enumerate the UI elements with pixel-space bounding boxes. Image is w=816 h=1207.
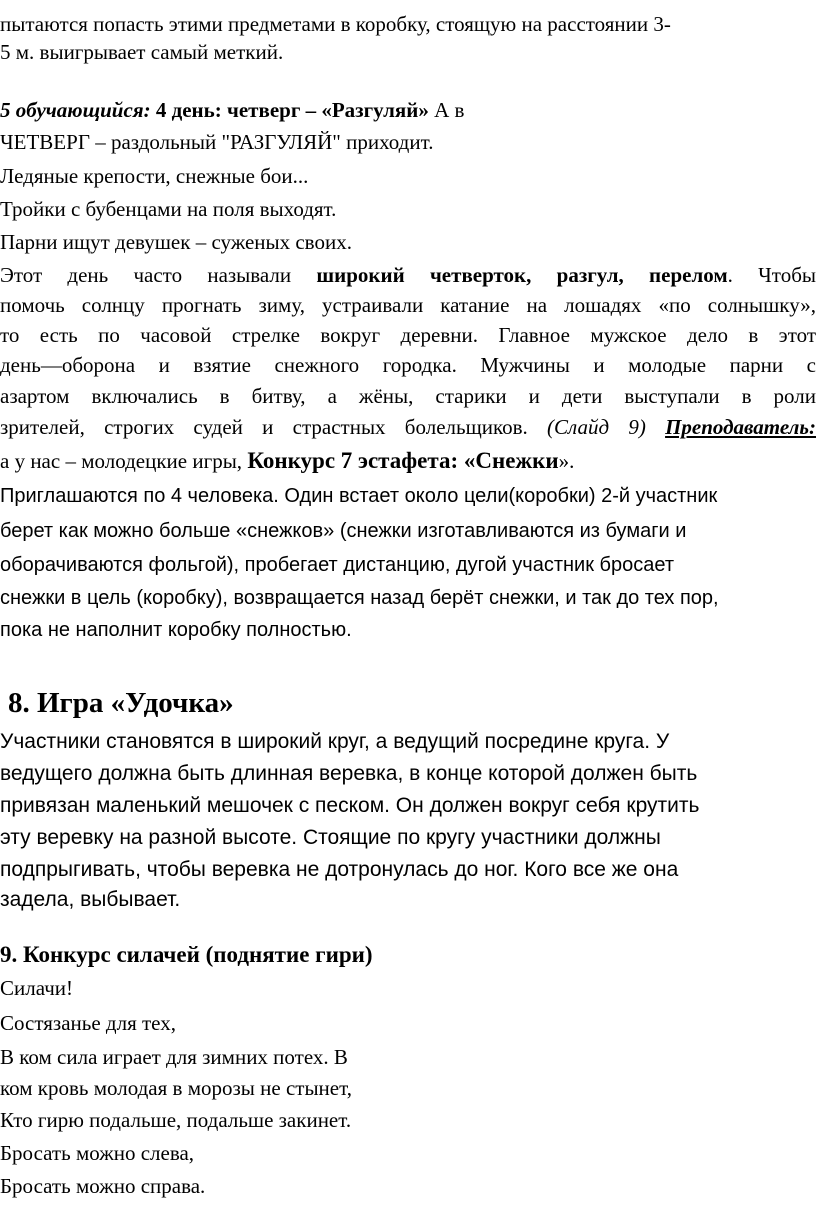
speaker-label: 5 обучающийся: xyxy=(0,98,151,122)
teacher-label: Преподаватель: xyxy=(665,415,816,439)
section-heading-8: 8. Игра «Удочка» xyxy=(8,687,234,719)
game9-poem-line: Бросать можно справа. xyxy=(0,1174,206,1198)
game9-poem-line: Кто гирю подальше, подальше закинет. xyxy=(0,1108,352,1132)
game9-poem-line: Состязанье для тех, xyxy=(0,1011,176,1035)
intro-line-1: пытаются попасть этими предметами в коробку, стоящую на расстоянии 3- xyxy=(0,12,671,36)
paragraph-line: Этот день часто называли широкий четверток, разгул, перелом. Чтобы xyxy=(0,263,816,287)
paragraph-line: зрителей, строгих судей и страстных болельщиков. (Слайд 9) Преподаватель: xyxy=(0,415,816,439)
paragraph-line: азартом включались в битву, а жёны, старики и дети выступали в роли xyxy=(0,384,816,408)
game8-line: привязан маленький мешочек с песком. Он должен вокруг себя крутить xyxy=(0,794,700,817)
bold-phrase: широкий четверток, разгул, перелом xyxy=(316,263,728,287)
game8-line: Участники становятся в широкий круг, а ведущий посредине круга. У xyxy=(0,730,670,753)
contest-title: Конкурс 7 эстафета: «Снежки xyxy=(247,448,559,473)
game9-poem-line: В ком сила играет для зимних потех. В xyxy=(0,1045,348,1069)
poem-line: Тройки с бубенцами на поля выходят. xyxy=(0,197,337,221)
game8-line: эту веревку на разной высоте. Стоящие по кругу участники должны xyxy=(0,826,661,849)
intro-line-2: 5 м. выигрывает самый меткий. xyxy=(0,40,284,64)
paragraph-line: день—оборона и взятие снежного городка. Мужчины и молодые парни с xyxy=(0,353,816,377)
game8-line: задела, выбывает. xyxy=(0,888,181,911)
paragraph-line: то есть по часовой стрелке вокруг деревни. Главное мужское дело в этот xyxy=(0,323,816,347)
day4-title: 4 день: четверг – «Разгуляй» xyxy=(150,98,429,122)
section-heading-9: 9. Конкурс силачей (поднятие гири) xyxy=(0,942,373,967)
game8-line: ведущего должна быть длинная веревка, в конце которой должен быть xyxy=(0,762,698,785)
contest-line: а у нас – молодецкие игры, Конкурс 7 эстафета: «Снежки». xyxy=(0,448,575,473)
poem-line: ЧЕТВЕРГ – раздольный "РАЗГУЛЯЙ" приходит. xyxy=(0,130,434,154)
poem-line: Парни ищут девушек – суженых своих. xyxy=(0,230,352,254)
paragraph-line: помочь солнцу прогнать зиму, устраивали катание на лошадях «по солнышку», xyxy=(0,293,816,317)
poem-line: Ледяные крепости, снежные бои... xyxy=(0,164,309,188)
relay-line: Приглашаются по 4 человека. Один встает около цели(коробки) 2-й участник xyxy=(0,485,718,507)
game9-poem-line: Бросать можно слева, xyxy=(0,1141,195,1165)
relay-line: берет как можно больше «снежков» (снежки изготавливаются из бумаги и xyxy=(0,520,687,542)
slide-ref: (Слайд 9) xyxy=(527,415,666,439)
game8-line: подпрыгивать, чтобы веревка не дотронулась до ног. Кого все же она xyxy=(0,858,679,881)
day4-title-tail: А в xyxy=(428,98,465,122)
relay-line: оборачиваются фольгой), пробегает дистанцию, дугой участник бросает xyxy=(0,554,674,576)
day4-heading xyxy=(0,96,464,124)
game9-poem-line: Силачи! xyxy=(0,976,73,1000)
game9-poem-line: ком кровь молодая в морозы не стынет, xyxy=(0,1076,352,1100)
relay-line: снежки в цель (коробку), возвращается назад берёт снежки, и так до тех пор, xyxy=(0,587,719,609)
relay-line: пока не наполнит коробку полностью. xyxy=(0,619,352,641)
